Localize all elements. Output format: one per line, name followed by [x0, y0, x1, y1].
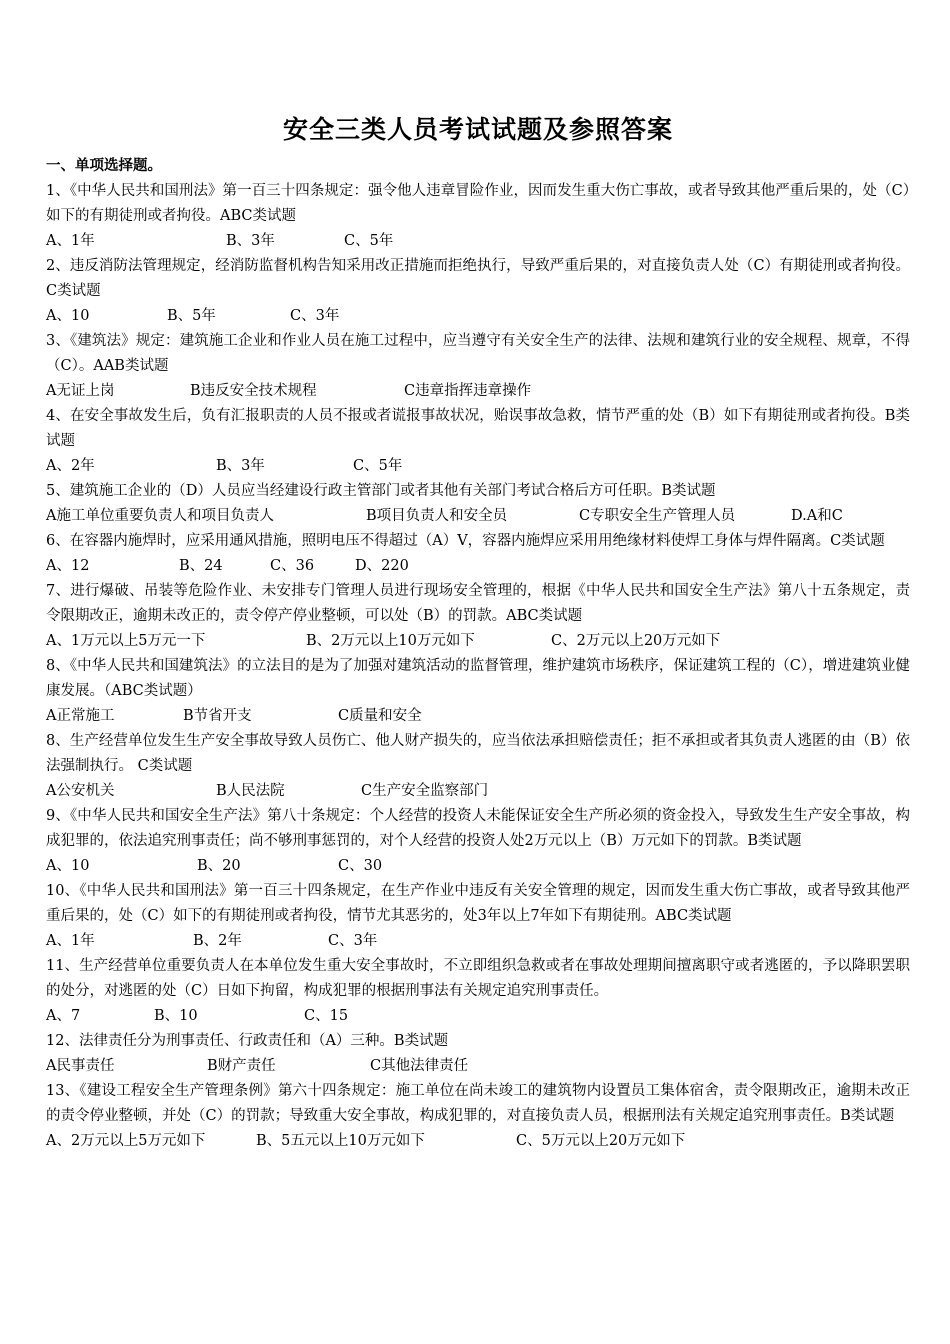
option-b: B节省开支 — [183, 708, 252, 724]
option-b: B、2万元以上10万元如下 — [306, 633, 475, 649]
question-text: 13、《建设工程安全生产管理条例》第六十四条规定：施工单位在尚未竣工的建筑物内设置员工集体宿舍，责令限期改正，逾期未改正的责令停业整顿，并处（C）的罚款；导致重大安全事故，构成犯罪的，对直接负责人员，根据刑法有关规定追究刑事责任。B类试题 — [46, 1083, 910, 1124]
option-b: B违反安全技术规程 — [190, 383, 317, 399]
option-a: A、10 — [46, 308, 90, 324]
question-options — [46, 454, 910, 479]
question-text: 10、《中华人民共和国刑法》第一百三十四条规定，在生产作业中违反有关安全管理的规定，因而发生重大伤亡事故，或者导致其他严重后果的，处（C）如下的有期徒刑或者拘役，情节尤其恶劣的，处3年以上7年如下有期徒刑。ABC类试题 — [46, 883, 910, 924]
option-b: B财产责任 — [207, 1058, 276, 1074]
question-text: 6、在容器内施焊时，应采用通风措施，照明电压不得超过（A）V，容器内施焊应采用用绝缘材料使焊工身体与焊件隔离。C类试题 — [46, 533, 885, 549]
option-c: C、5年 — [353, 458, 403, 474]
question-options — [46, 704, 910, 729]
question-text: 11、生产经营单位重要负责人在本单位发生重大安全事故时，不立即组织急救或者在事故处理期间擅离职守或者逃匿的，予以降职罢职的处分，对逃匿的处（C）日如下拘留，构成犯罪的根据刑事法有关规定追究刑事责任。 — [46, 958, 910, 999]
option-c: C、15 — [304, 1008, 349, 1024]
section-heading: 一、单项选择题。 — [46, 158, 162, 174]
option-b: B项目负责人和安全员 — [366, 508, 508, 524]
question-options — [46, 1129, 910, 1154]
option-c: C其他法律责任 — [370, 1058, 469, 1074]
option-a: A民事责任 — [46, 1058, 115, 1074]
question-text: 8、《中华人民共和国建筑法》的立法目的是为了加强对建筑活动的监督管理，维护建筑市场秩序，保证建筑工程的（C），增进建筑业健康发展。（ABC类试题） — [46, 658, 910, 699]
option-c: C、30 — [338, 858, 383, 874]
option-c: C、36 — [270, 558, 315, 574]
question-options — [46, 504, 910, 529]
option-b: B、3年 — [216, 458, 265, 474]
question-options — [46, 779, 910, 804]
question-text: 4、在安全事故发生后，负有汇报职责的人员不报或者谎报事故状况，贻误事故急救，情节严重的处（B）如下有期徒刑或者拘役。B类试题 — [46, 408, 910, 449]
question-options — [46, 304, 910, 329]
option-c: C专职安全生产管理人员 — [579, 508, 736, 524]
option-a: A、1年 — [46, 933, 95, 949]
option-a: A、10 — [46, 858, 90, 874]
option-b: B、5年 — [167, 308, 216, 324]
option-c: C生产安全监察部门 — [361, 783, 489, 799]
option-c: C、2万元以上20万元如下 — [551, 633, 721, 649]
question-options — [46, 229, 910, 254]
question-text: 2、违反消防法管理规定，经消防监督机构告知采用改正措施而拒绝执行，导致严重后果的，对直接负责人处（C）有期徒刑或者拘役。C类试题 — [46, 258, 910, 299]
option-a: A正常施工 — [46, 708, 115, 724]
option-a: A、12 — [46, 558, 90, 574]
option-b: B、24 — [179, 558, 223, 574]
question-options — [46, 379, 910, 404]
question-text: 3、《建筑法》规定：建筑施工企业和作业人员在施工过程中，应当遵守有关安全生产的法律、法规和建筑行业的安全规程、规章，不得（C）。AAB类试题 — [46, 333, 910, 374]
question-text: 12、法律责任分为刑事责任、行政责任和（A）三种。B类试题 — [46, 1033, 449, 1049]
option-b: B人民法院 — [216, 783, 285, 799]
option-c: C、5年 — [344, 233, 394, 249]
question-options — [46, 854, 910, 879]
question-options — [46, 554, 910, 579]
question-text: 8、生产经营单位发生生产安全事故导致人员伤亡、他人财产损失的，应当依法承担赔偿责任；拒不承担或者其负责人逃匿的由（B）依法强制执行。 C类试题 — [46, 733, 910, 774]
question-text: 7、进行爆破、吊装等危险作业、未安排专门管理人员进行现场安全管理的，根据《中华人民共和国安全生产法》第八十五条规定，责令限期改正，逾期未改正的，责令停产停业整顿，可以处（B）的罚款。ABC类试题 — [46, 583, 910, 624]
option-b: B、5五元以上10万元如下 — [256, 1133, 425, 1149]
option-d: D.A和C — [791, 508, 843, 524]
option-c: C、3年 — [290, 308, 340, 324]
option-b: B、3年 — [226, 233, 275, 249]
document-page — [46, 112, 910, 1154]
option-a: A、1年 — [46, 233, 95, 249]
question-text: 9、《中华人民共和国安全生产法》第八十条规定：个人经营的投资人未能保证安全生产所必须的资金投入，导致发生生产安全事故，构成犯罪的，依法追究刑事责任；尚不够刑事惩罚的，对个人经营的投资人处2万元以上（B）万元如下的罚款。B类试题 — [46, 808, 910, 849]
option-a: A、7 — [46, 1008, 81, 1024]
question-text: 5、建筑施工企业的（D）人员应当经建设行政主管部门或者其他有关部门考试合格后方可任职。B类试题 — [46, 483, 716, 499]
option-b: B、10 — [154, 1008, 198, 1024]
option-a: A无证上岗 — [46, 383, 115, 399]
question-options — [46, 1054, 910, 1079]
option-a: A、1万元以上5万元一下 — [46, 633, 206, 649]
option-c: C、5万元以上20万元如下 — [516, 1133, 686, 1149]
question-options — [46, 929, 910, 954]
option-c: C质量和安全 — [338, 708, 422, 724]
option-b: B、2年 — [193, 933, 242, 949]
option-a: A公安机关 — [46, 783, 115, 799]
option-d: D、220 — [355, 558, 409, 574]
option-c: C、3年 — [328, 933, 378, 949]
option-a: A、2年 — [46, 458, 95, 474]
question-options — [46, 1004, 910, 1029]
option-c: C违章指挥违章操作 — [404, 383, 532, 399]
option-a: A、2万元以上5万元如下 — [46, 1133, 206, 1149]
option-b: B、20 — [197, 858, 241, 874]
document-title: 安全三类人员考试试题及参照答案 — [282, 115, 673, 144]
question-text: 1、《中华人民共和国刑法》第一百三十四条规定：强令他人违章冒险作业，因而发生重大伤亡事故，或者导致其他严重后果的，处（C）如下的有期徒刑或者拘役。ABC类试题 — [46, 183, 910, 224]
question-options — [46, 629, 910, 654]
option-a: A施工单位重要负责人和项目负责人 — [46, 508, 274, 524]
